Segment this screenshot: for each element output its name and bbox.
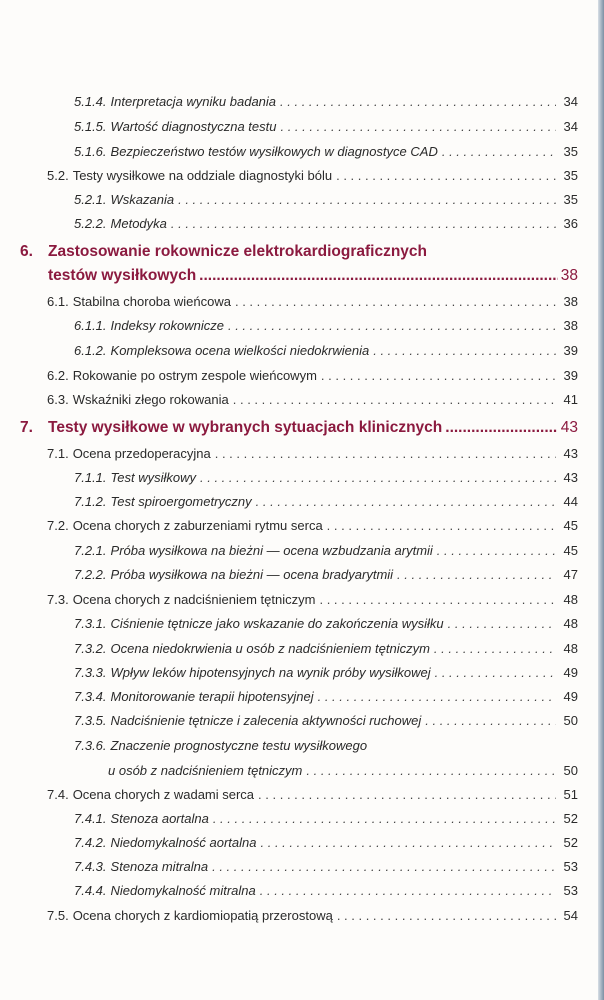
toc-entry-7-5[interactable] (0, 908, 604, 924)
dot-leader (233, 392, 556, 408)
entry-page: 45 (563, 518, 578, 533)
entry-number: 7.2.2. (74, 567, 107, 582)
entry-number: 5.1.6. (74, 144, 107, 159)
entry-number: 7.4.1. (74, 811, 107, 826)
dot-leader (434, 641, 556, 657)
toc-entry-7-4-2[interactable] (0, 835, 604, 851)
entry-page: 52 (563, 835, 578, 850)
entry-number: 7.1.1. (74, 470, 107, 485)
entry-page: 43 (563, 446, 578, 461)
toc-entry-7-2-1[interactable] (0, 543, 604, 559)
toc-entry-7-3[interactable] (0, 592, 604, 608)
entry-title: Stenoza aortalna (110, 811, 209, 826)
entry-title: Wskaźniki złego rokowania (72, 392, 229, 407)
entry-title: Nadciśnienie tętnicze i zalecenia aktywności ruchowej (110, 713, 422, 728)
entry-page: 38 (563, 294, 578, 309)
toc-entry-5-2-1[interactable] (0, 192, 604, 208)
toc-entry-6-1[interactable] (0, 294, 604, 310)
entry-number: 7.2. (47, 518, 69, 533)
entry-number: 7.4.4. (74, 883, 107, 898)
entry-page: 43 (563, 470, 578, 485)
entry-title: Ocena chorych z wadami serca (72, 787, 255, 802)
entry-page: 50 (563, 713, 578, 728)
entry-number: 6.1.1. (74, 318, 107, 333)
dot-leader (256, 494, 556, 510)
dot-leader (280, 119, 556, 135)
dot-leader (199, 266, 558, 286)
entry-number: 7.3.6. (74, 738, 107, 753)
toc-entry-5-1-6[interactable] (0, 144, 604, 160)
dot-leader (319, 592, 556, 608)
toc-entry-5-1-4[interactable] (0, 94, 604, 110)
toc-entry-6-1-1[interactable] (0, 318, 604, 334)
entry-page: 38 (563, 318, 578, 333)
chapter-6-heading[interactable] (20, 242, 578, 286)
chapter-number: 6. (20, 243, 33, 260)
entry-title: Ocena chorych z zaburzeniami rytmu serca (72, 518, 323, 533)
dot-leader (397, 567, 556, 583)
entry-title: Wskazania (110, 192, 175, 207)
dot-leader (280, 94, 556, 110)
entry-page: 39 (563, 343, 578, 358)
entry-page: 49 (563, 665, 578, 680)
dot-leader (318, 689, 556, 705)
entry-page: 34 (563, 119, 578, 134)
dot-leader (200, 470, 556, 486)
entry-title: Metodyka (110, 216, 167, 231)
dot-leader (445, 418, 557, 438)
entry-page: 36 (563, 216, 578, 231)
entry-title: Stenoza mitralna (110, 859, 209, 874)
toc-entry-7-4-1[interactable] (0, 811, 604, 827)
entry-number: 7.4.2. (74, 835, 107, 850)
dot-leader (437, 543, 556, 559)
entry-number: 5.2.2. (74, 216, 107, 231)
toc-entry-7-3-4[interactable] (0, 689, 604, 705)
toc-entry-7-3-6[interactable] (0, 738, 604, 754)
entry-title: Próba wysiłkowa na bieżni — ocena wzbudzania arytmii (110, 543, 433, 558)
entry-page: 54 (563, 908, 578, 923)
toc-entry-7-3-3[interactable] (0, 665, 604, 681)
entry-page: 48 (563, 641, 578, 656)
entry-title: Wpływ leków hipotensyjnych na wynik próby wysiłkowej (110, 665, 431, 680)
entry-title: Niedomykalność aortalna (110, 835, 257, 850)
chapter-page: 38 (560, 267, 578, 284)
toc-entry-5-2-2[interactable] (0, 216, 604, 232)
dot-leader (327, 518, 556, 534)
dot-leader (213, 811, 556, 827)
toc-entry-7-1-2[interactable] (0, 494, 604, 510)
entry-title: Wartość diagnostyczna testu (110, 119, 277, 134)
dot-leader (215, 446, 556, 462)
toc-entry-6-1-2[interactable] (0, 343, 604, 359)
entry-page: 47 (563, 567, 578, 582)
dot-leader (212, 859, 556, 875)
entry-number: 7.1. (47, 446, 69, 461)
entry-number: 5.2. (47, 168, 69, 183)
dot-leader (235, 294, 556, 310)
entry-number: 7.3.1. (74, 616, 107, 631)
chapter-title: Testy wysiłkowe w wybranych sytuacjach klinicznych (48, 419, 443, 436)
chapter-number: 7. (20, 419, 33, 436)
entry-number: 7.3.4. (74, 689, 107, 704)
entry-page: 52 (563, 811, 578, 826)
entry-page: 45 (563, 543, 578, 558)
entry-number: 7.3.2. (74, 641, 107, 656)
dot-leader (442, 144, 556, 160)
toc-entry-7-4[interactable] (0, 787, 604, 803)
toc-entry-7-3-1[interactable] (0, 616, 604, 632)
entry-title: Ciśnienie tętnicze jako wskazanie do zakończenia wysiłku (110, 616, 444, 631)
chapter-title-line2: testów wysiłkowych (48, 267, 197, 284)
entry-number: 6.1.2. (74, 343, 107, 358)
dot-leader (178, 192, 556, 208)
entry-title: Ocena przedoperacyjna (72, 446, 211, 461)
entry-title: Test wysiłkowy (110, 470, 197, 485)
dot-leader (373, 343, 556, 359)
entry-page: 50 (563, 763, 578, 778)
entry-page: 35 (563, 192, 578, 207)
entry-page: 34 (563, 94, 578, 109)
entry-title: Ocena niedokrwienia u osób z nadciśnieniem tętniczym (110, 641, 430, 656)
entry-page: 35 (563, 144, 578, 159)
toc-entry-7-3-6-continued[interactable] (0, 763, 604, 779)
entry-page: 49 (563, 689, 578, 704)
toc-entry-6-2[interactable] (0, 368, 604, 384)
entry-title: Stabilna choroba wieńcowa (72, 294, 231, 309)
dot-leader (337, 908, 556, 924)
toc-entry-5-2[interactable] (0, 168, 604, 184)
entry-title: u osób z nadciśnieniem tętniczym (108, 763, 303, 778)
dot-leader (228, 318, 556, 334)
entry-title: Rokowanie po ostrym zespole wieńcowym (72, 368, 317, 383)
chapter-page: 43 (560, 419, 578, 436)
dot-leader (258, 787, 556, 803)
entry-page: 48 (563, 592, 578, 607)
toc-entry-7-1[interactable] (0, 446, 604, 462)
entry-page: 53 (563, 859, 578, 874)
dot-leader (336, 168, 556, 184)
toc-entry-7-4-3[interactable] (0, 859, 604, 875)
dot-leader (261, 835, 557, 851)
dot-leader (425, 713, 556, 729)
dot-leader (448, 616, 556, 632)
dot-leader (306, 763, 556, 779)
toc-entry-7-2[interactable] (0, 518, 604, 534)
entry-title: Próba wysiłkowa na bieżni — ocena bradyarytmii (110, 567, 394, 582)
entry-page: 51 (563, 787, 578, 802)
entry-number: 7.1.2. (74, 494, 107, 509)
entry-number: 5.2.1. (74, 192, 107, 207)
entry-page: 48 (563, 616, 578, 631)
entry-title: Monitorowanie terapii hipotensyjnej (110, 689, 314, 704)
toc-entry-7-3-5[interactable] (0, 713, 604, 729)
entry-number: 6.2. (47, 368, 69, 383)
chapter-7-heading[interactable] (20, 418, 578, 440)
entry-title: Testy wysiłkowe na oddziale diagnostyki bólu (72, 168, 333, 183)
toc-entry-7-2-2[interactable] (0, 567, 604, 583)
entry-number: 7.2.1. (74, 543, 107, 558)
toc-entry-7-3-2[interactable] (0, 641, 604, 657)
entry-number: 6.1. (47, 294, 69, 309)
entry-title: Niedomykalność mitralna (110, 883, 256, 898)
entry-number: 7.3.5. (74, 713, 107, 728)
entry-page: 44 (563, 494, 578, 509)
toc-entry-5-1-5[interactable] (0, 119, 604, 135)
entry-title: Ocena chorych z kardiomiopatią przerostową (72, 908, 333, 923)
entry-title: Znaczenie prognostyczne testu wysiłkowego (110, 738, 368, 753)
entry-number: 7.3.3. (74, 665, 107, 680)
entry-title: Kompleksowa ocena wielkości niedokrwienia (110, 343, 370, 358)
entry-title: Interpretacja wyniku badania (110, 94, 277, 109)
entry-number: 7.5. (47, 908, 69, 923)
entry-number: 7.3. (47, 592, 69, 607)
toc-entry-6-3[interactable] (0, 392, 604, 408)
entry-title: Indeksy rokownicze (110, 318, 224, 333)
chapter-title-line1: Zastosowanie rokownicze elektrokardiograficznych (48, 243, 428, 260)
entry-page: 53 (563, 883, 578, 898)
entry-page: 35 (563, 168, 578, 183)
entry-title: Bezpieczeństwo testów wysiłkowych w diagnostyce CAD (110, 144, 438, 159)
entry-title: Ocena chorych z nadciśnieniem tętniczym (72, 592, 316, 607)
entry-number: 7.4. (47, 787, 69, 802)
entry-number: 5.1.4. (74, 94, 107, 109)
entry-number: 5.1.5. (74, 119, 107, 134)
entry-number: 7.4.3. (74, 859, 107, 874)
entry-page: 39 (563, 368, 578, 383)
dot-leader (321, 368, 556, 384)
entry-title: Test spiroergometryczny (110, 494, 252, 509)
dot-leader (171, 216, 556, 232)
entry-number: 6.3. (47, 392, 69, 407)
dot-leader (435, 665, 556, 681)
toc-entry-7-1-1[interactable] (0, 470, 604, 486)
entry-page: 41 (563, 392, 578, 407)
toc-entry-7-4-4[interactable] (0, 883, 604, 899)
dot-leader (260, 883, 556, 899)
